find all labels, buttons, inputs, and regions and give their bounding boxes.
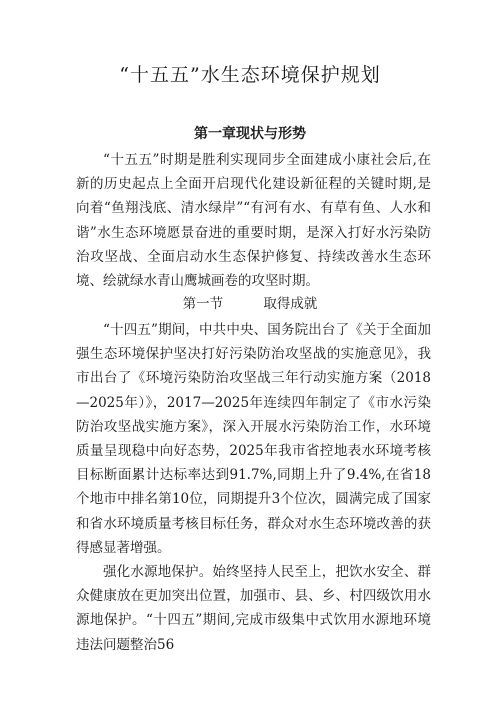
- section-title: 取得成就: [263, 296, 318, 312]
- section-heading: [0, 292, 500, 312]
- achievements-paragraph: “十四五”期间，中共中央、国务院出台了《关于全面加强生态环境保护坚决打好污染防治攻坚战的实施意见》，我市出台了《环境污染防治攻坚战三年行动实施方案（2018—2025年）》，2017—2025年连续四年制定了《市水污染防治攻坚战实施方案》，深入开展水污染防治工作，水环境质量呈现稳中向好态势，2025年我市省控地表水环境考核目标断面累计达标率达到91.7%,同期上升了9.4%,在省18个地市中排名第10位，同期提升3个位次，圆满完成了国家和省水环境质量考核目标任务，群众对水生态环境改善的获得感显著增强。: [76, 322, 431, 556]
- water-source-paragraph: 强化水源地保护。始终坚持人民至上，把饮水安全、群众健康放在更加突出位置，加强市、县、乡、村四级饮用水源地保护。“十四五”期间,完成市级集中式饮用水源地环境违法问题整治56: [76, 564, 431, 653]
- section-number: 第一节: [182, 296, 224, 312]
- chapter-heading: 第一章现状与形势: [194, 126, 306, 142]
- intro-paragraph: “十五五”时期是胜利实现同步全面建成小康社会后,在新的历史起点上全面开启现代化建设新征程的关键时期,是向着“鱼翔浅底、清水绿岸”“有河有水、有草有鱼、人水和谐”水生态环境愿景奋进的重要时期，是深入打好水污染防治攻坚战、全面启动水生态保护修复、持续改善水生态环境、绘就绿水青山鹰城画卷的攻坚时期。: [76, 152, 431, 290]
- document-title: “十五五”水生态环境保护规划: [119, 64, 381, 86]
